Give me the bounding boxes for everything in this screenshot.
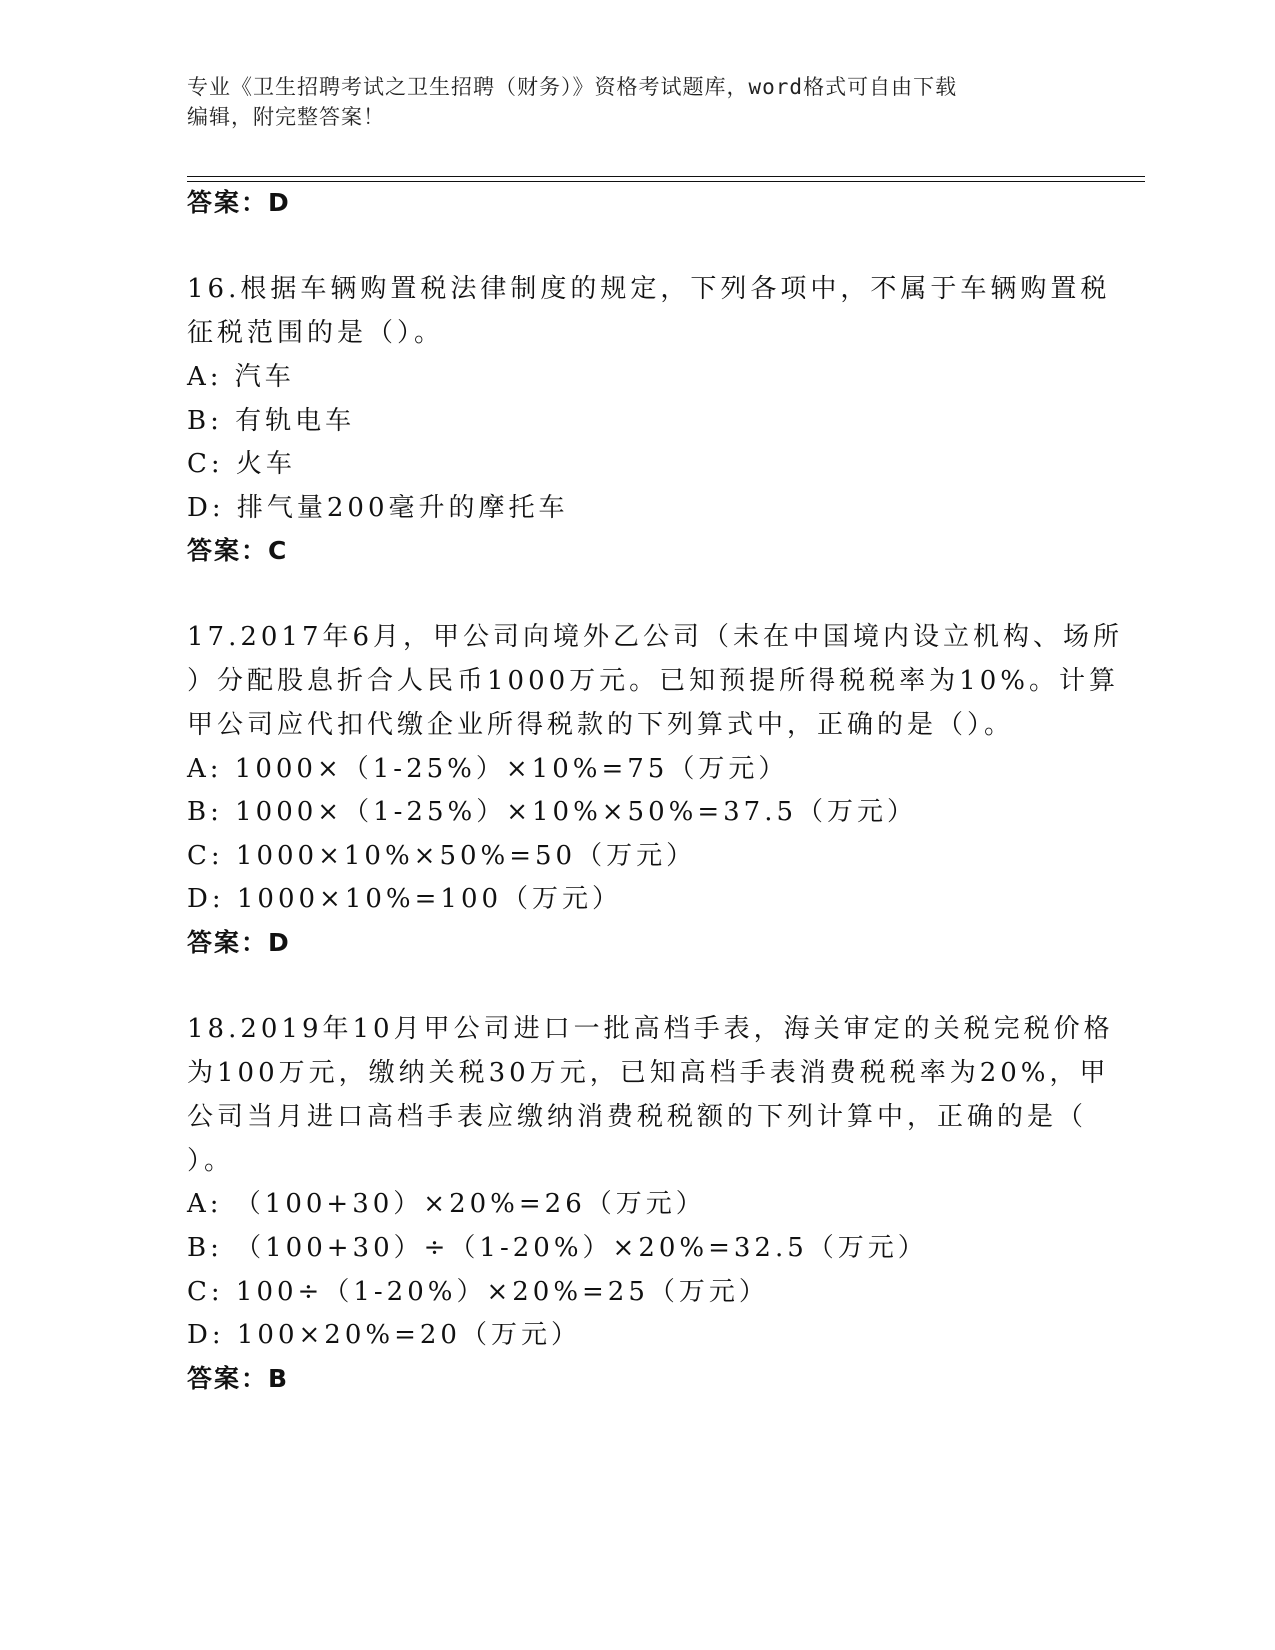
option-b: B: 1000×（1-25%）×10%×50%=37.5（万元）	[187, 797, 918, 827]
question-text-line: 甲公司应代扣代缴企业所得税款的下列算式中，正确的是（）。	[187, 710, 1015, 740]
option-d: D: 100×20%=20（万元）	[187, 1320, 581, 1350]
option-c: C: 100÷（1-20%）×20%=25（万元）	[187, 1277, 769, 1307]
question-text-line: ）分配股息折合人民币1000万元。已知预提所得税税率为10%。计算	[187, 666, 1119, 696]
question-text-line: 征税范围的是（）。	[187, 318, 445, 348]
option-a: A: 1000×（1-25%）×10%=75（万元）	[187, 754, 789, 784]
document-header	[187, 72, 1087, 132]
header-line-2: 编辑，附完整答案！	[187, 105, 385, 129]
question-text-line: 公司当月进口高档手表应缴纳消费税税额的下列计算中，正确的是（	[187, 1102, 1088, 1132]
option-c: C: 1000×10%×50%=50（万元）	[187, 841, 697, 871]
option-a: A: 汽车	[187, 362, 295, 392]
header-line-1: 专业《卫生招聘考试之卫生招聘（财务）》资格考试题库，word格式可自由下载	[187, 75, 958, 99]
header-divider-top	[187, 176, 1145, 177]
option-b: B: （100+30）÷（1-20%）×20%=32.5（万元）	[187, 1233, 928, 1263]
answer: 答案：B	[187, 1364, 290, 1393]
option-d: D: 排气量200毫升的摩托车	[187, 493, 569, 523]
option-c: C: 火车	[187, 449, 296, 479]
answer-prev: 答案：D	[187, 188, 291, 217]
answer: 答案：D	[187, 928, 291, 957]
question-text-line: 为100万元，缴纳关税30万元，已知高档手表消费税税率为20%，甲	[187, 1058, 1110, 1088]
option-b: B: 有轨电车	[187, 406, 356, 436]
option-a: A: （100+30）×20%=26（万元）	[187, 1189, 706, 1219]
answer: 答案：C	[187, 536, 289, 565]
option-d: D: 1000×10%=100（万元）	[187, 884, 623, 914]
question-text-line: 16.根据车辆购置税法律制度的规定，下列各项中，不属于车辆购置税	[187, 274, 1111, 304]
question-text-line: 17.2017年6月，甲公司向境外乙公司（未在中国境内设立机构、场所	[187, 622, 1124, 652]
question-text-line: ）。	[187, 1146, 235, 1176]
question-text-line: 18.2019年10月甲公司进口一批高档手表，海关审定的关税完税价格	[187, 1014, 1114, 1044]
header-divider-bottom	[187, 181, 1145, 182]
